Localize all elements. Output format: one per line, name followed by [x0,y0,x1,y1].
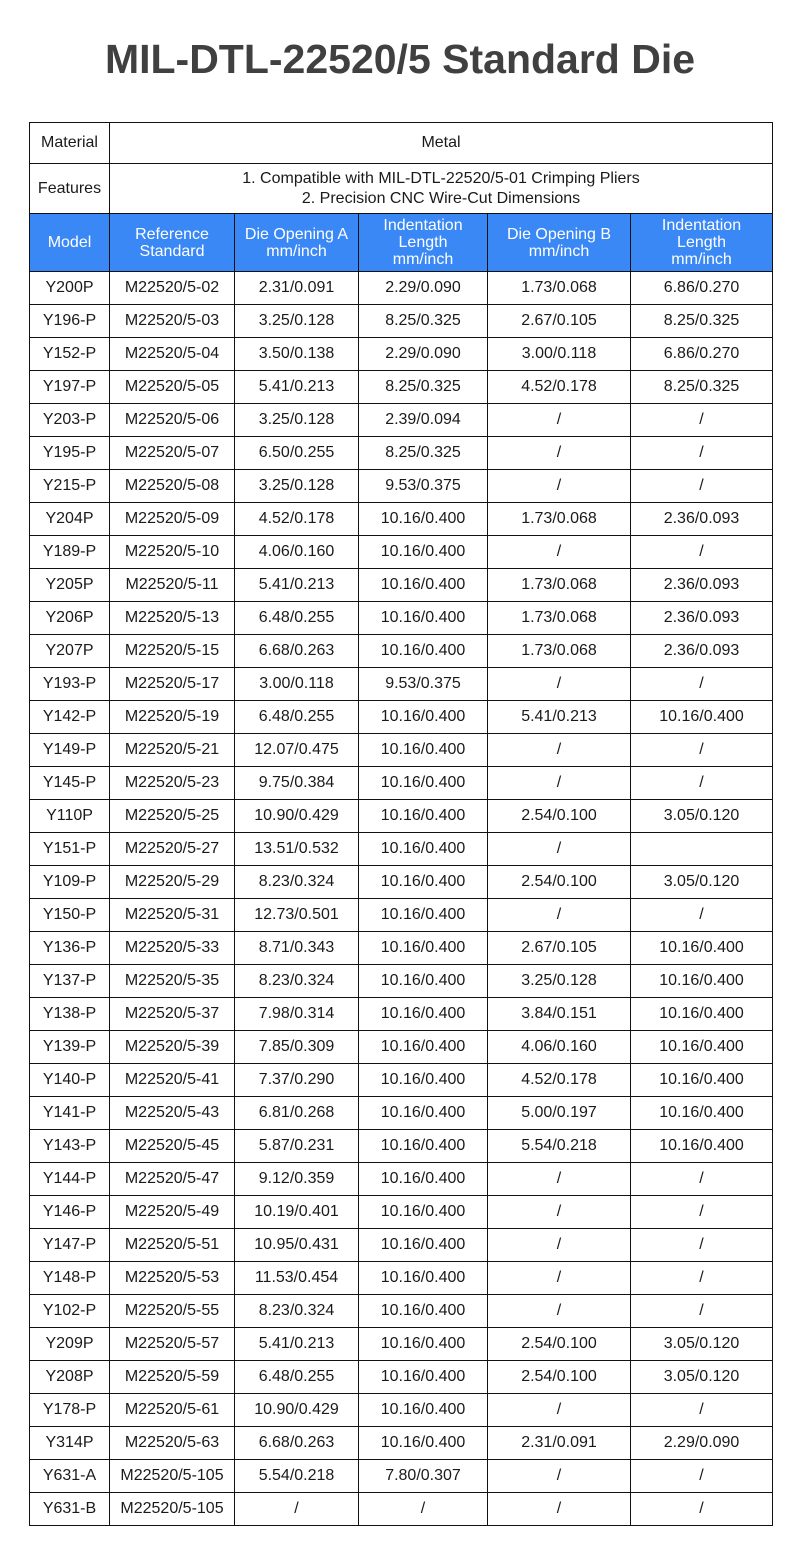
indentation-length-b-cell: / [631,734,773,767]
die-opening-b-cell: 3.00/0.118 [488,338,631,371]
model-cell: Y109-P [30,866,110,899]
die-opening-b-cell: / [488,1262,631,1295]
die-opening-a-cell: 8.23/0.324 [235,965,359,998]
model-cell: Y141-P [30,1097,110,1130]
die-opening-b-cell: 2.31/0.091 [488,1427,631,1460]
model-cell: Y200P [30,272,110,305]
table-row [30,1163,773,1196]
die-opening-b-cell: 1.73/0.068 [488,569,631,602]
indentation-length-a-cell: 10.16/0.400 [359,965,488,998]
die-opening-a-cell: 12.73/0.501 [235,899,359,932]
reference-cell: M22520/5-29 [110,866,235,899]
model-cell: Y142-P [30,701,110,734]
die-opening-b-cell: / [488,404,631,437]
table-row [30,767,773,800]
indentation-length-a-cell: 2.39/0.094 [359,404,488,437]
reference-cell: M22520/5-05 [110,371,235,404]
table-row [30,932,773,965]
die-opening-a-cell: 8.23/0.324 [235,1295,359,1328]
features-row [30,164,773,214]
table-row [30,338,773,371]
die-opening-a-cell: 6.68/0.263 [235,1427,359,1460]
reference-cell: M22520/5-31 [110,899,235,932]
table-row [30,1130,773,1163]
indentation-length-a-cell: 10.16/0.400 [359,1427,488,1460]
material-row [30,123,773,164]
die-opening-a-cell: 3.25/0.128 [235,470,359,503]
reference-cell: M22520/5-11 [110,569,235,602]
die-opening-b-cell: 1.73/0.068 [488,602,631,635]
indentation-length-a-cell: 10.16/0.400 [359,1229,488,1262]
indentation-length-a-cell: / [359,1493,488,1526]
model-cell: Y206P [30,602,110,635]
model-cell: Y110P [30,800,110,833]
indentation-length-b-cell: 10.16/0.400 [631,701,773,734]
indentation-length-b-cell: 10.16/0.400 [631,1130,773,1163]
indentation-length-a-cell: 10.16/0.400 [359,1295,488,1328]
die-opening-b-cell: 1.73/0.068 [488,635,631,668]
indentation-length-b-cell: / [631,1262,773,1295]
die-opening-b-cell: / [488,1295,631,1328]
reference-cell: M22520/5-04 [110,338,235,371]
die-opening-a-cell: 10.19/0.401 [235,1196,359,1229]
model-cell: Y102-P [30,1295,110,1328]
header-die-opening-a [235,214,359,272]
die-opening-a-cell: 10.90/0.429 [235,1394,359,1427]
indentation-length-b-cell: 2.36/0.093 [631,602,773,635]
table-row [30,1196,773,1229]
indentation-length-a-cell: 8.25/0.325 [359,437,488,470]
reference-cell: M22520/5-10 [110,536,235,569]
die-opening-a-cell: 12.07/0.475 [235,734,359,767]
model-cell: Y143-P [30,1130,110,1163]
reference-cell: M22520/5-55 [110,1295,235,1328]
indentation-length-a-cell: 10.16/0.400 [359,1130,488,1163]
page-title: MIL-DTL-22520/5 Standard Die [104,36,696,82]
die-opening-b-cell: 4.06/0.160 [488,1031,631,1064]
indentation-length-a-cell: 10.16/0.400 [359,1361,488,1394]
die-opening-a-cell: 6.48/0.255 [235,701,359,734]
reference-cell: M22520/5-23 [110,767,235,800]
die-opening-a-cell: / [235,1493,359,1526]
table-row [30,1328,773,1361]
table-row [30,1460,773,1493]
header-die-opening-b [488,214,631,272]
features-value [110,164,773,214]
reference-cell: M22520/5-49 [110,1196,235,1229]
reference-cell: M22520/5-41 [110,1064,235,1097]
header-line: Indentation [383,217,463,234]
indentation-length-a-cell: 10.16/0.400 [359,932,488,965]
table-row [30,305,773,338]
indentation-length-a-cell: 8.25/0.325 [359,305,488,338]
reference-cell: M22520/5-02 [110,272,235,305]
model-cell: Y138-P [30,998,110,1031]
table-row [30,272,773,305]
indentation-length-b-cell: 2.36/0.093 [631,569,773,602]
table-row [30,668,773,701]
indentation-length-b-cell: 2.29/0.090 [631,1427,773,1460]
die-opening-a-cell: 5.41/0.213 [235,371,359,404]
die-opening-a-cell: 8.71/0.343 [235,932,359,965]
features-label: Features [30,164,110,214]
model-cell: Y205P [30,569,110,602]
table-row [30,866,773,899]
indentation-length-b-cell: / [631,536,773,569]
die-opening-b-cell: / [488,734,631,767]
die-opening-a-cell: 3.25/0.128 [235,404,359,437]
reference-cell: M22520/5-09 [110,503,235,536]
die-opening-a-cell: 13.51/0.532 [235,833,359,866]
indentation-length-a-cell: 9.53/0.375 [359,470,488,503]
reference-cell: M22520/5-37 [110,998,235,1031]
header-line: mm/inch [392,251,454,268]
die-opening-b-cell: 2.54/0.100 [488,800,631,833]
header-line: Reference [135,225,209,243]
reference-cell: M22520/5-105 [110,1460,235,1493]
die-opening-b-cell: 5.54/0.218 [488,1130,631,1163]
model-cell: Y137-P [30,965,110,998]
die-opening-b-cell: 2.67/0.105 [488,932,631,965]
reference-cell: M22520/5-25 [110,800,235,833]
die-opening-a-cell: 4.52/0.178 [235,503,359,536]
indentation-length-a-cell: 10.16/0.400 [359,569,488,602]
model-cell: Y148-P [30,1262,110,1295]
reference-cell: M22520/5-03 [110,305,235,338]
indentation-length-b-cell: / [631,437,773,470]
table-row [30,734,773,767]
reference-cell: M22520/5-33 [110,932,235,965]
model-cell: Y196-P [30,305,110,338]
die-opening-b-cell: / [488,536,631,569]
header-line: Die Opening A [244,225,349,243]
die-opening-a-cell: 5.41/0.213 [235,1328,359,1361]
reference-cell: M22520/5-45 [110,1130,235,1163]
die-opening-b-cell: / [488,437,631,470]
model-cell: Y631-A [30,1460,110,1493]
indentation-length-b-cell: / [631,470,773,503]
table-row [30,470,773,503]
table-row [30,1427,773,1460]
indentation-length-b-cell: / [631,1229,773,1262]
die-opening-b-cell: / [488,1493,631,1526]
model-cell: Y208P [30,1361,110,1394]
feature-line: 1. Compatible with MIL-DTL-22520/5-01 Crimping Pliers [242,169,640,187]
indentation-length-b-cell: 10.16/0.400 [631,1064,773,1097]
reference-cell: M22520/5-39 [110,1031,235,1064]
table-row [30,998,773,1031]
table-row [30,1229,773,1262]
model-cell: Y193-P [30,668,110,701]
model-cell: Y204P [30,503,110,536]
header-line: Indentation [661,217,742,234]
indentation-length-a-cell: 8.25/0.325 [359,371,488,404]
die-opening-b-cell: / [488,1229,631,1262]
indentation-length-a-cell: 10.16/0.400 [359,602,488,635]
indentation-length-b-cell [631,833,773,866]
table-row [30,899,773,932]
die-opening-a-cell: 10.90/0.429 [235,800,359,833]
indentation-length-a-cell: 10.16/0.400 [359,701,488,734]
indentation-length-b-cell: / [631,1394,773,1427]
indentation-length-b-cell: / [631,1196,773,1229]
die-opening-a-cell: 3.50/0.138 [235,338,359,371]
model-cell: Y195-P [30,437,110,470]
reference-cell: M22520/5-19 [110,701,235,734]
table-row [30,701,773,734]
indentation-length-b-cell: 8.25/0.325 [631,371,773,404]
die-opening-b-cell: 1.73/0.068 [488,272,631,305]
indentation-length-b-cell: 3.05/0.120 [631,1361,773,1394]
model-cell: Y314P [30,1427,110,1460]
die-opening-b-cell: 3.84/0.151 [488,998,631,1031]
model-cell: Y209P [30,1328,110,1361]
die-opening-b-cell: 5.00/0.197 [488,1097,631,1130]
header-line: mm/inch [671,251,732,268]
indentation-length-b-cell: 3.05/0.120 [631,1328,773,1361]
die-opening-b-cell: 2.54/0.100 [488,1361,631,1394]
reference-cell: M22520/5-06 [110,404,235,437]
table-row [30,569,773,602]
table-row [30,503,773,536]
reference-cell: M22520/5-43 [110,1097,235,1130]
die-opening-a-cell: 5.87/0.231 [235,1130,359,1163]
model-cell: Y139-P [30,1031,110,1064]
die-opening-a-cell: 7.98/0.314 [235,998,359,1031]
table-row [30,1031,773,1064]
table-row [30,833,773,866]
reference-cell: M22520/5-15 [110,635,235,668]
reference-cell: M22520/5-51 [110,1229,235,1262]
indentation-length-b-cell: 2.36/0.093 [631,635,773,668]
indentation-length-a-cell: 7.80/0.307 [359,1460,488,1493]
indentation-length-b-cell: / [631,767,773,800]
indentation-length-a-cell: 10.16/0.400 [359,1328,488,1361]
die-opening-a-cell: 5.54/0.218 [235,1460,359,1493]
indentation-length-b-cell: 10.16/0.400 [631,932,773,965]
indentation-length-a-cell: 10.16/0.400 [359,536,488,569]
header-line: Standard [139,242,205,260]
model-cell: Y631-B [30,1493,110,1526]
model-cell: Y215-P [30,470,110,503]
indentation-length-a-cell: 10.16/0.400 [359,1262,488,1295]
model-cell: Y203-P [30,404,110,437]
die-opening-a-cell: 9.12/0.359 [235,1163,359,1196]
indentation-length-a-cell: 10.16/0.400 [359,866,488,899]
table-row [30,1064,773,1097]
model-cell: Y207P [30,635,110,668]
indentation-length-b-cell: 10.16/0.400 [631,1031,773,1064]
indentation-length-a-cell: 10.16/0.400 [359,734,488,767]
reference-cell: M22520/5-59 [110,1361,235,1394]
indentation-length-a-cell: 10.16/0.400 [359,1064,488,1097]
die-opening-b-cell: 2.67/0.105 [488,305,631,338]
table-row [30,1394,773,1427]
model-cell: Y144-P [30,1163,110,1196]
die-opening-a-cell: 7.37/0.290 [235,1064,359,1097]
die-opening-b-cell: / [488,899,631,932]
indentation-length-b-cell: / [631,1163,773,1196]
table-row [30,1262,773,1295]
model-cell: Y136-P [30,932,110,965]
model-cell: Y145-P [30,767,110,800]
indentation-length-a-cell: 10.16/0.400 [359,1031,488,1064]
table-row [30,437,773,470]
indentation-length-b-cell: 10.16/0.400 [631,998,773,1031]
table-row [30,404,773,437]
reference-cell: M22520/5-57 [110,1328,235,1361]
die-opening-a-cell: 6.68/0.263 [235,635,359,668]
die-opening-a-cell: 8.23/0.324 [235,866,359,899]
indentation-length-b-cell: 8.25/0.325 [631,305,773,338]
die-opening-b-cell: / [488,1163,631,1196]
header-indentation-length-a [359,214,488,272]
die-opening-b-cell: 4.52/0.178 [488,371,631,404]
reference-cell: M22520/5-35 [110,965,235,998]
indentation-length-b-cell: / [631,1460,773,1493]
table-row [30,965,773,998]
table-row [30,371,773,404]
table-row [30,1361,773,1394]
die-opening-b-cell: 5.41/0.213 [488,701,631,734]
indentation-length-b-cell: 6.86/0.270 [631,272,773,305]
material-label: Material [30,123,110,164]
header-line: Length [677,234,726,251]
indentation-length-a-cell: 9.53/0.375 [359,668,488,701]
die-opening-b-cell: 2.54/0.100 [488,866,631,899]
spec-table [29,122,773,1526]
header-model [30,214,110,272]
die-opening-b-cell: 2.54/0.100 [488,1328,631,1361]
indentation-length-b-cell: / [631,668,773,701]
die-opening-a-cell: 11.53/0.454 [235,1262,359,1295]
indentation-length-a-cell: 2.29/0.090 [359,338,488,371]
indentation-length-b-cell: / [631,1493,773,1526]
die-opening-a-cell: 6.48/0.255 [235,1361,359,1394]
indentation-length-a-cell: 10.16/0.400 [359,635,488,668]
table-row [30,800,773,833]
indentation-length-b-cell: 6.86/0.270 [631,338,773,371]
die-opening-b-cell: / [488,767,631,800]
material-value: Metal [110,123,773,164]
indentation-length-a-cell: 10.16/0.400 [359,1163,488,1196]
header-line: mm/inch [528,242,590,260]
header-line: Die Opening B [506,225,612,243]
die-opening-b-cell: / [488,470,631,503]
die-opening-b-cell: 1.73/0.068 [488,503,631,536]
indentation-length-a-cell: 10.16/0.400 [359,767,488,800]
reference-cell: M22520/5-47 [110,1163,235,1196]
reference-cell: M22520/5-105 [110,1493,235,1526]
model-cell: Y189-P [30,536,110,569]
reference-cell: M22520/5-63 [110,1427,235,1460]
indentation-length-b-cell: 3.05/0.120 [631,866,773,899]
die-opening-b-cell: / [488,1394,631,1427]
die-opening-b-cell: / [488,1196,631,1229]
indentation-length-b-cell: 3.05/0.120 [631,800,773,833]
indentation-length-a-cell: 10.16/0.400 [359,1097,488,1130]
feature-line: 2. Precision CNC Wire-Cut Dimensions [301,189,581,207]
header-indentation-length-b [631,214,773,272]
die-opening-a-cell: 7.85/0.309 [235,1031,359,1064]
die-opening-b-cell: / [488,833,631,866]
table-row [30,635,773,668]
indentation-length-b-cell: 2.36/0.093 [631,503,773,536]
model-cell: Y151-P [30,833,110,866]
die-opening-a-cell: 6.48/0.255 [235,602,359,635]
die-opening-a-cell: 5.41/0.213 [235,569,359,602]
header-line: mm/inch [266,242,327,260]
indentation-length-a-cell: 2.29/0.090 [359,272,488,305]
model-cell: Y147-P [30,1229,110,1262]
model-cell: Y150-P [30,899,110,932]
model-cell: Y152-P [30,338,110,371]
indentation-length-b-cell: / [631,1295,773,1328]
die-opening-a-cell: 4.06/0.160 [235,536,359,569]
model-cell: Y149-P [30,734,110,767]
reference-cell: M22520/5-21 [110,734,235,767]
die-opening-a-cell: 3.00/0.118 [235,668,359,701]
reference-cell: M22520/5-08 [110,470,235,503]
indentation-length-a-cell: 10.16/0.400 [359,899,488,932]
reference-cell: M22520/5-53 [110,1262,235,1295]
die-opening-a-cell: 6.81/0.268 [235,1097,359,1130]
reference-cell: M22520/5-17 [110,668,235,701]
die-opening-a-cell: 3.25/0.128 [235,305,359,338]
reference-cell: M22520/5-07 [110,437,235,470]
indentation-length-a-cell: 10.16/0.400 [359,998,488,1031]
model-cell: Y178-P [30,1394,110,1427]
reference-cell: M22520/5-27 [110,833,235,866]
die-opening-b-cell: / [488,668,631,701]
model-cell: Y197-P [30,371,110,404]
die-opening-b-cell: / [488,1460,631,1493]
indentation-length-b-cell: 10.16/0.400 [631,1097,773,1130]
die-opening-b-cell: 3.25/0.128 [488,965,631,998]
indentation-length-b-cell: 10.16/0.400 [631,965,773,998]
indentation-length-a-cell: 10.16/0.400 [359,833,488,866]
die-opening-b-cell: 4.52/0.178 [488,1064,631,1097]
table-row [30,602,773,635]
indentation-length-b-cell: / [631,899,773,932]
table-row [30,536,773,569]
table-row [30,1295,773,1328]
header-line: Length [398,234,448,251]
die-opening-a-cell: 9.75/0.384 [235,767,359,800]
indentation-length-b-cell: / [631,404,773,437]
model-cell: Y140-P [30,1064,110,1097]
die-opening-a-cell: 6.50/0.255 [235,437,359,470]
die-opening-a-cell: 10.95/0.431 [235,1229,359,1262]
column-header-row [30,214,773,272]
reference-cell: M22520/5-61 [110,1394,235,1427]
header-reference-standard [110,214,235,272]
indentation-length-a-cell: 10.16/0.400 [359,503,488,536]
model-cell: Y146-P [30,1196,110,1229]
indentation-length-a-cell: 10.16/0.400 [359,1196,488,1229]
reference-cell: M22520/5-13 [110,602,235,635]
indentation-length-a-cell: 10.16/0.400 [359,800,488,833]
header-line: Model [47,234,92,251]
indentation-length-a-cell: 10.16/0.400 [359,1394,488,1427]
die-opening-a-cell: 2.31/0.091 [235,272,359,305]
table-row [30,1493,773,1526]
table-row [30,1097,773,1130]
